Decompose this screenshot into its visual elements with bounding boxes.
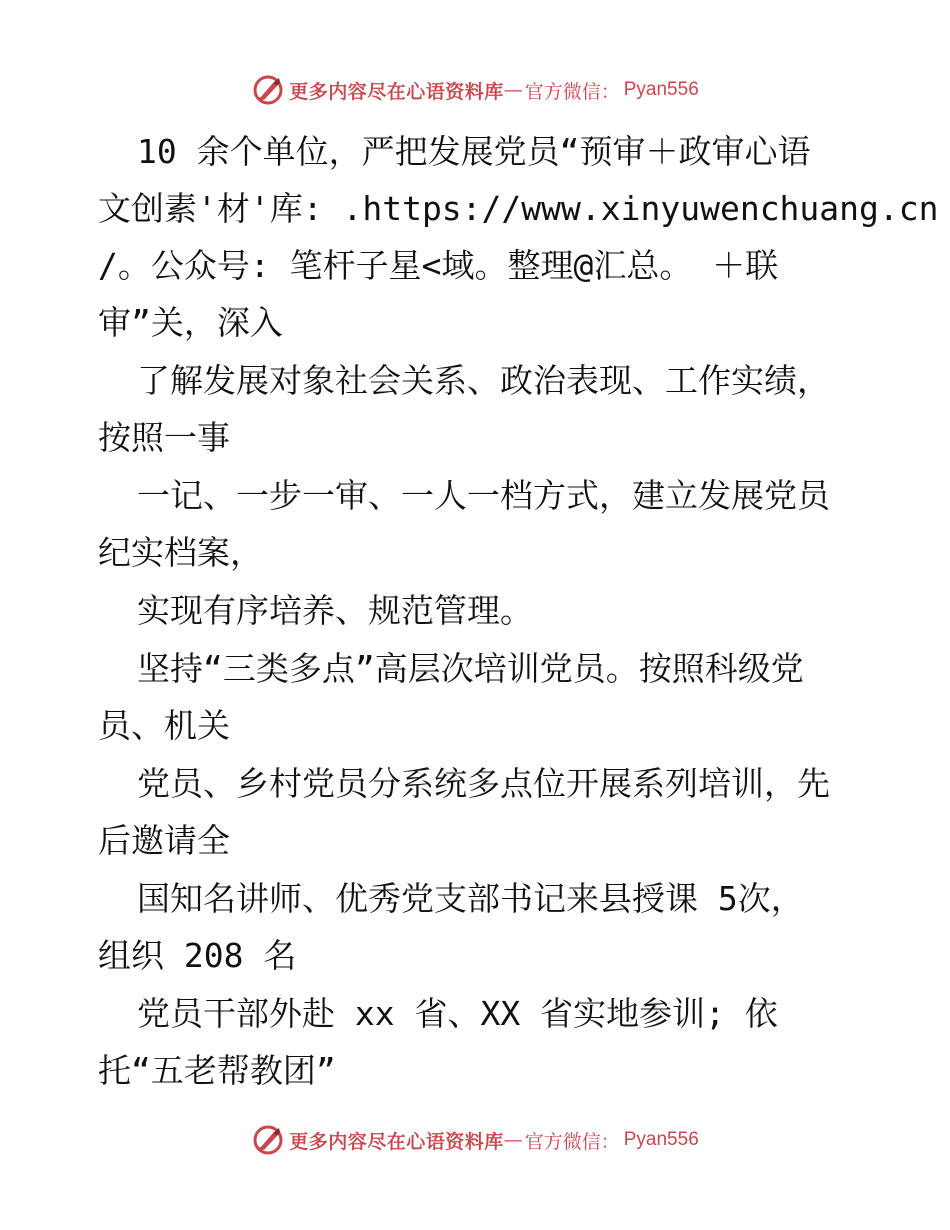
banner-title: 更多内容尽在心语资料库 (289, 80, 504, 103)
body-line: 文创素'材'库: .https://www.xinyuwenchuang.cn (98, 189, 939, 228)
banner-official-label: 官方微信： (524, 1130, 620, 1153)
banner-dash: — (503, 1129, 523, 1151)
body-line: 组织 208 名 (98, 936, 297, 975)
quill-ink-logo-icon (251, 73, 285, 107)
body-line: 托“五老帮教团” (98, 1051, 336, 1090)
header-banner (0, 68, 950, 112)
body-line: 一记、一步一审、一人一档方式，建立发展党员 (137, 476, 830, 515)
body-line: 坚持“三类多点”高层次培训党员。按照科级党 (137, 649, 804, 688)
body-line: 党员干部外赴 xx 省、XX 省实地参训; 依 (137, 994, 778, 1033)
body-line: 员、机关 (98, 706, 230, 745)
body-line: /。公众号: 笔杆子星<域。整理@汇总。 ＋联 (98, 246, 779, 285)
quill-ink-logo-icon (251, 1123, 285, 1157)
body-line: 后邀请全 (98, 821, 230, 860)
banner-wechat-id: Pyan556 (623, 1129, 699, 1150)
body-line: 按照一事 (98, 418, 230, 457)
body-line: 党员、乡村党员分系统多点位开展系列培训，先 (137, 764, 830, 803)
banner-wechat-id: Pyan556 (623, 79, 699, 100)
banner-title: 更多内容尽在心语资料库 (289, 1130, 504, 1153)
body-line: 国知名讲师、优秀党支部书记来县授课 5次， (137, 879, 804, 918)
footer-banner (0, 1118, 950, 1162)
banner-official-label: 官方微信： (524, 80, 620, 103)
body-line: 了解发展对象社会关系、政治表现、工作实绩， (137, 361, 830, 400)
body-line: 纪实档案， (98, 533, 263, 572)
body-line: 实现有序培养、规范管理。 (137, 591, 533, 630)
body-line: 10 余个单位，严把发展党员“预审＋政审心语 (137, 132, 811, 171)
banner-dash: — (503, 79, 523, 101)
body-line: 审”关，深入 (98, 303, 283, 342)
